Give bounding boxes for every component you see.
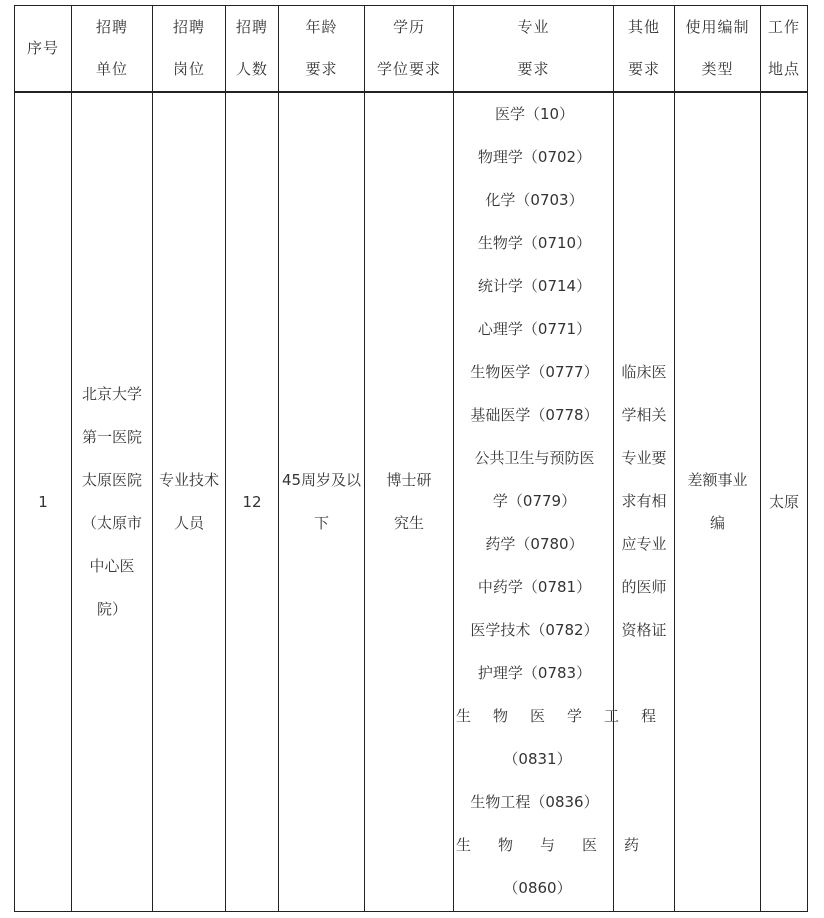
- header-count: 招聘 人数: [226, 6, 279, 92]
- major-item: 心理学（0771）: [477, 320, 592, 339]
- major-item: 物理学（0702）: [477, 148, 592, 167]
- cell-count: 12: [226, 92, 279, 912]
- major-item: 基础医学（0778）: [470, 406, 599, 425]
- major-item: 生物学（0710）: [477, 234, 592, 253]
- major-item: 生物医学（0777）: [470, 363, 599, 382]
- major-item: 中药学（0781）: [477, 578, 592, 597]
- major-item: 化学（0703）: [485, 191, 584, 210]
- header-row: [15, 6, 808, 92]
- cell-age: 45周岁及以 下: [279, 92, 365, 912]
- recruitment-table: [14, 5, 808, 912]
- major-item: 医学技术（0782）: [470, 621, 599, 640]
- header-major: 专业 要求: [454, 6, 614, 92]
- major-item: （0831）: [503, 750, 572, 769]
- header-edu: 学历 学位要求: [365, 6, 454, 92]
- major-item: （0860）: [503, 879, 572, 898]
- header-other: 其他 要求: [614, 6, 675, 92]
- header-seq: 序号: [15, 6, 72, 92]
- cell-unit: 北京大学 第一医院 太原医院 （太原市 中心医 院）: [72, 92, 153, 912]
- header-post: 招聘 岗位: [153, 6, 226, 92]
- major-item: 生物工程（0836）: [470, 793, 599, 812]
- major-item: 医学（10）: [494, 105, 575, 124]
- major-item: 学（0779）: [492, 492, 577, 511]
- major-item: 生物与医药: [456, 836, 667, 855]
- table-row: [15, 92, 808, 912]
- cell-post: 专业技术 人员: [153, 92, 226, 912]
- major-item: 护理学（0783）: [477, 664, 592, 683]
- cell-other: 临床医 学相关 专业要 求有相 应专业 的医师 资格证: [614, 92, 675, 912]
- cell-location: 太原: [761, 92, 808, 912]
- major-item: 药学（0780）: [485, 535, 584, 554]
- header-staff: 使用编制 类型: [675, 6, 761, 92]
- cell-seq: 1: [15, 92, 72, 912]
- cell-edu: 博士研 究生: [365, 92, 454, 912]
- header-unit: 招聘 单位: [72, 6, 153, 92]
- header-age: 年龄 要求: [279, 6, 365, 92]
- major-item: 统计学（0714）: [477, 277, 592, 296]
- major-item: 生物医学工程: [456, 707, 679, 726]
- header-location: 工作 地点: [761, 6, 808, 92]
- cell-staff: 差额事业 编: [675, 92, 761, 912]
- major-item: 公共卫生与预防医: [474, 449, 595, 468]
